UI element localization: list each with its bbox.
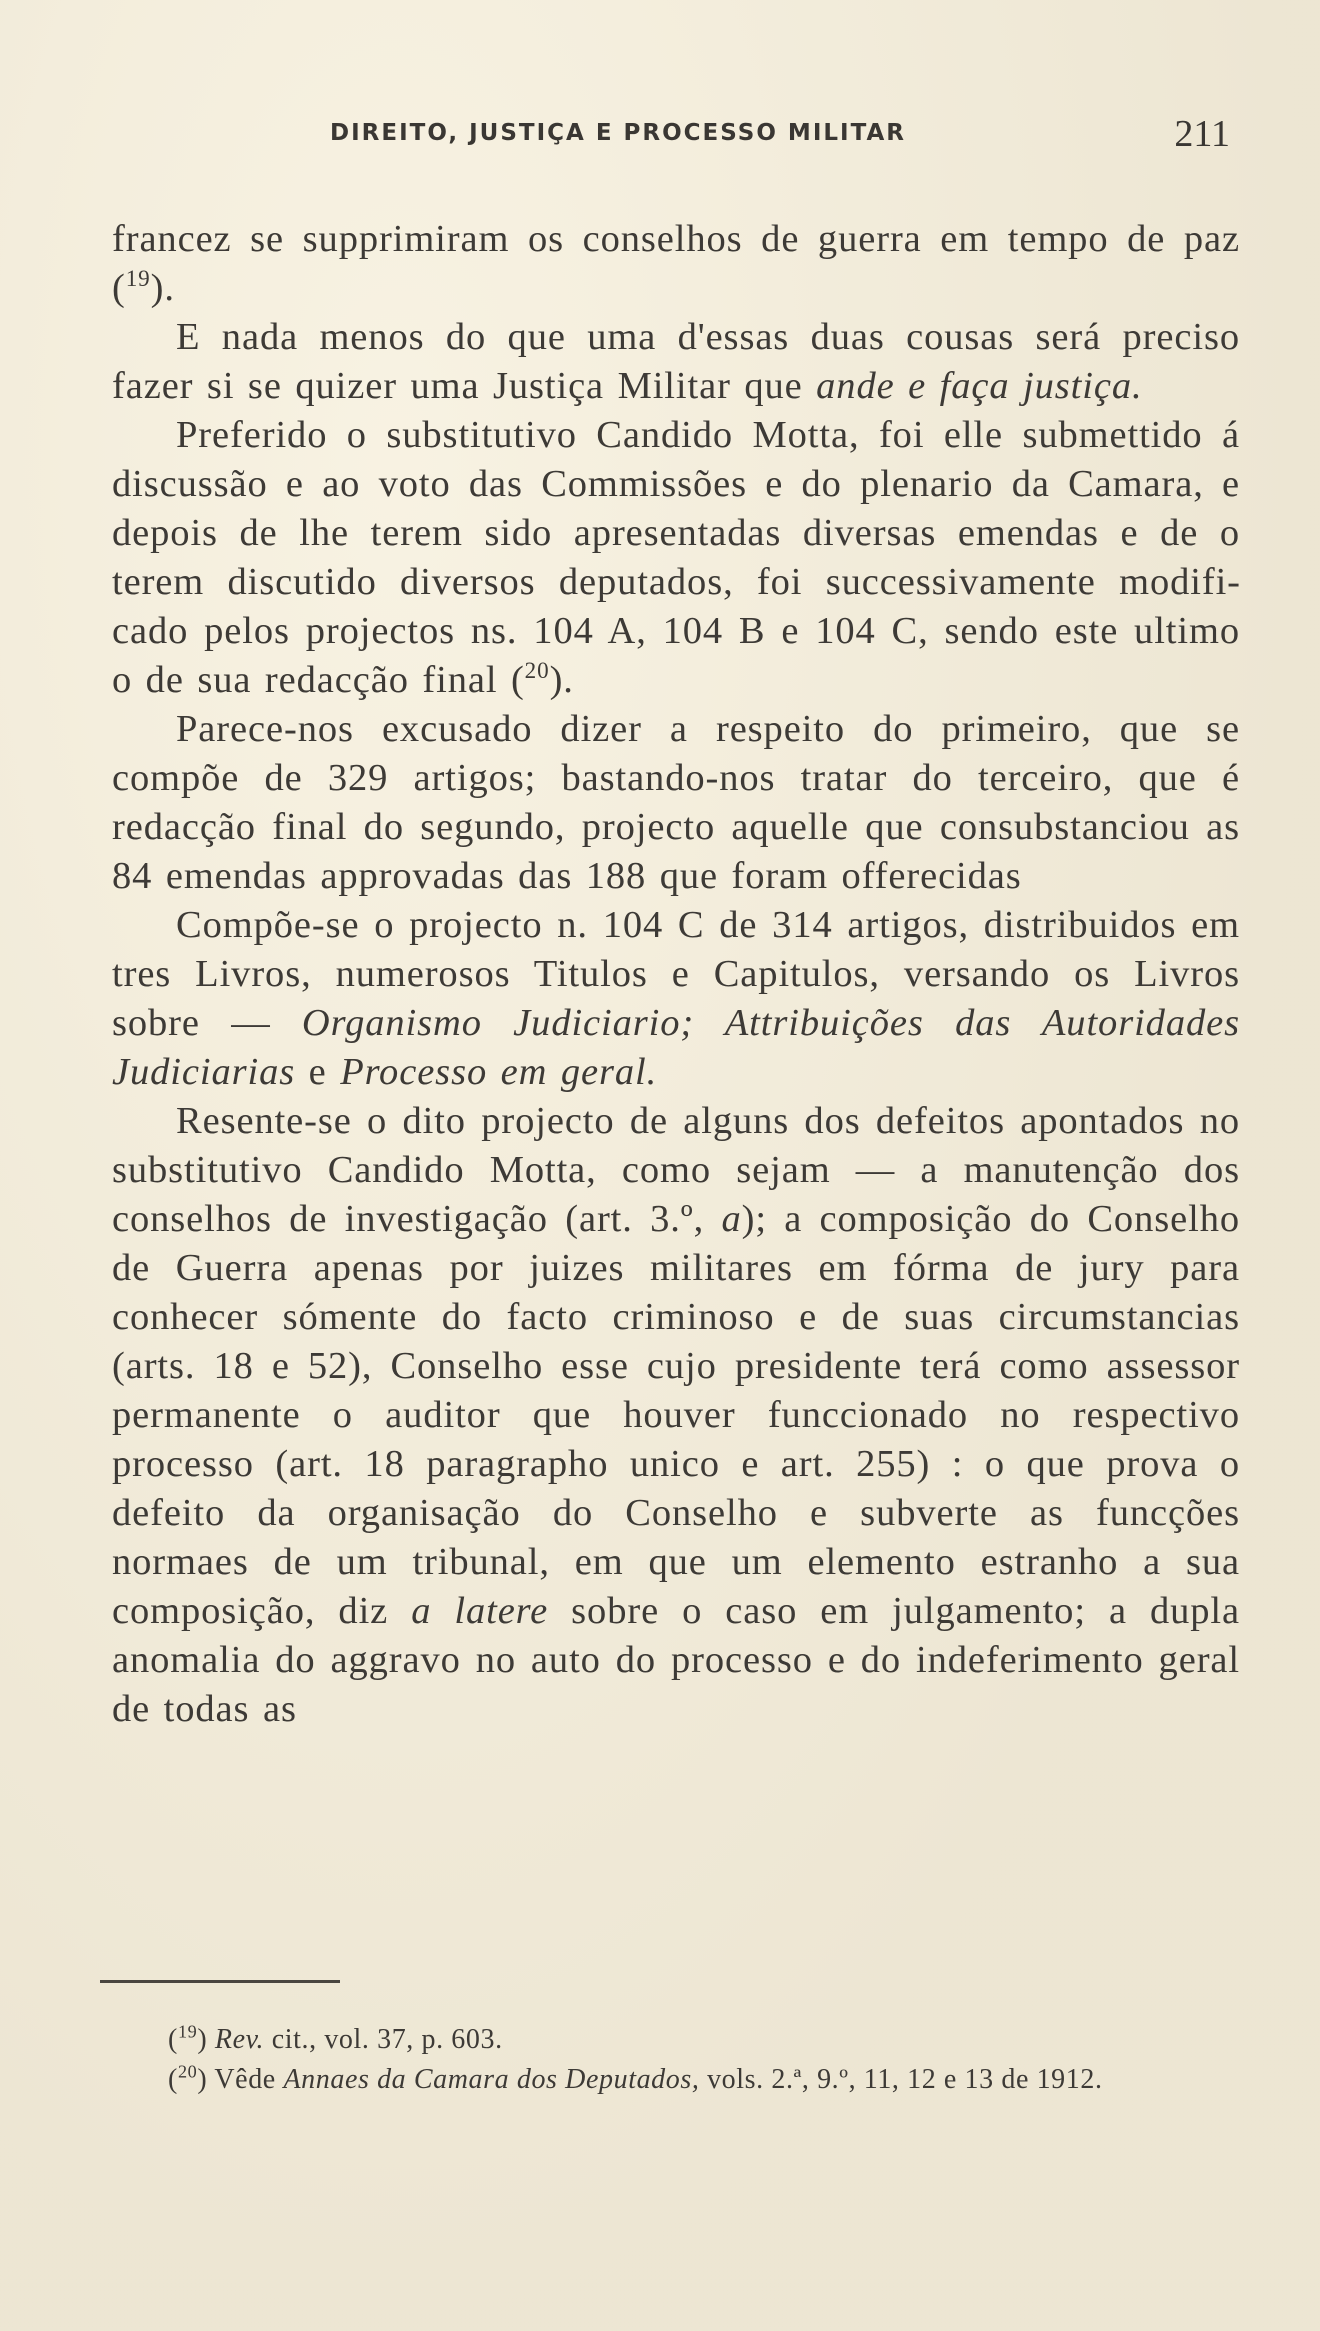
paragraph-5 [112,901,1240,1097]
footnote-19-text: cit., vol. 37, p. 603. [264,2024,503,2055]
paragraph-1-text: francez se supprimiram os conselhos de guerra em tempo de paz ( [112,218,1240,309]
footnote-19: ($^{19}$) Rev. cit., vol. 37, p. 603. [168,2021,503,2055]
paragraph-2-italic: ande e faça justiça. [816,365,1143,407]
paragraph-2-text: E nada menos do que uma d'essas duas cousas será preciso fazer si se quizer uma Justiça Militar que [112,316,1240,407]
paragraph-6-mid: ); a composição do Conselho de Guerra apenas por juizes militares em fórma de jury para conhecer sómente do facto criminoso e de suas circumstancias (arts. 18 e 52), Conselho esse cujo presidente terá como assessor permanente o auditor que houver funccionado no respectivo processo (art. 18 paragrapho unico e art. 255) : o que prova o defeito da organisação do Conselho e subverte as funcções normaes de um tribunal, em que um elemento estranho a sua composição, diz [112,1198,1240,1632]
paragraph-3-end: ). [549,659,574,701]
paragraph-5-text: Compõe-se o projecto n. 104 C de 314 artigos, distribuidos em tres Livros, numerosos Titulos e Capitulos, versando os Livros sobre — [112,904,1240,1044]
page-number: 211 [1174,113,1230,155]
paragraph-6-italic-2: a latere [411,1590,549,1632]
running-title: DIREITO, JUSTIÇA E PROCESSO MILITAR [330,120,906,146]
paragraph-4 [112,705,1240,901]
footnote-20-italic: Annaes da Camara dos Deputados, [283,2064,700,2095]
paragraph-3 [112,411,1240,705]
paragraph-1 [112,215,1240,313]
footnote-20-marker: 20 [177,2061,198,2082]
paragraph-6-text: Resente-se o dito projecto de alguns dos defeitos apontados no substitutivo Candido Motta, como sejam — a manutenção dos conselhos de investigação (art. 3.º, [112,1100,1240,1240]
paragraph-5-italic-1: Organismo Judiciario; Attribuições das Autoridades Judiciarias [112,1002,1240,1093]
footnote-19-marker: 19 [177,2021,198,2042]
footnote-ref-19: 19 [125,265,151,292]
page-header [330,112,1230,162]
footnotes [112,2020,1240,2100]
paragraph-3-text: Preferido o substitutivo Candido Motta, foi elle submettido á discussão e ao voto das Commissões e do plenario da Camara, e depois de lhe terem sido apresentadas diversas emendas e de o terem discutido diversos deputados, foi successivamente modificado pelos projectos ns. 104 A, 104 B e 104 C, sendo este ultimo o de sua redacção final ( [112,414,1240,701]
paragraph-5-italic-2: Processo em geral. [340,1051,658,1093]
body-text [112,215,1240,1734]
paragraph-5-mid: e [295,1051,341,1093]
paragraph-6-end: sobre o caso em julgamento; a dupla anomalia do aggravo no auto do processo e do indeferimento geral de todas as [112,1590,1240,1730]
paragraph-6-italic-1: a [721,1198,742,1240]
paragraph-2 [112,313,1240,411]
footnote-20: ($^{20}$) Vêde Annaes da Camara dos Deputados, vols. 2.ª, 9.º, 11, 12 e 13 de 1912. [168,2061,1103,2095]
paragraph-6 [112,1097,1240,1734]
footnote-20-text: Vêde [207,2064,284,2095]
paragraph-4-text: Parece-nos excusado dizer a respeito do primeiro, que se compõe de 329 artigos; bastando-nos tratar do terceiro, que é redacção final do segundo, projecto aquelle que consubstanciou as 84 emendas approvadas das 188 que foram offerecidas [112,708,1240,897]
paragraph-1-end: ). [150,267,175,309]
footnote-19-italic: Rev. [214,2024,265,2055]
footnote-ref-20: 20 [524,657,550,684]
footnote-20-end: vols. 2.ª, 9.º, 11, 12 e 13 de 1912. [699,2064,1103,2095]
footnote-rule [100,1980,340,1983]
